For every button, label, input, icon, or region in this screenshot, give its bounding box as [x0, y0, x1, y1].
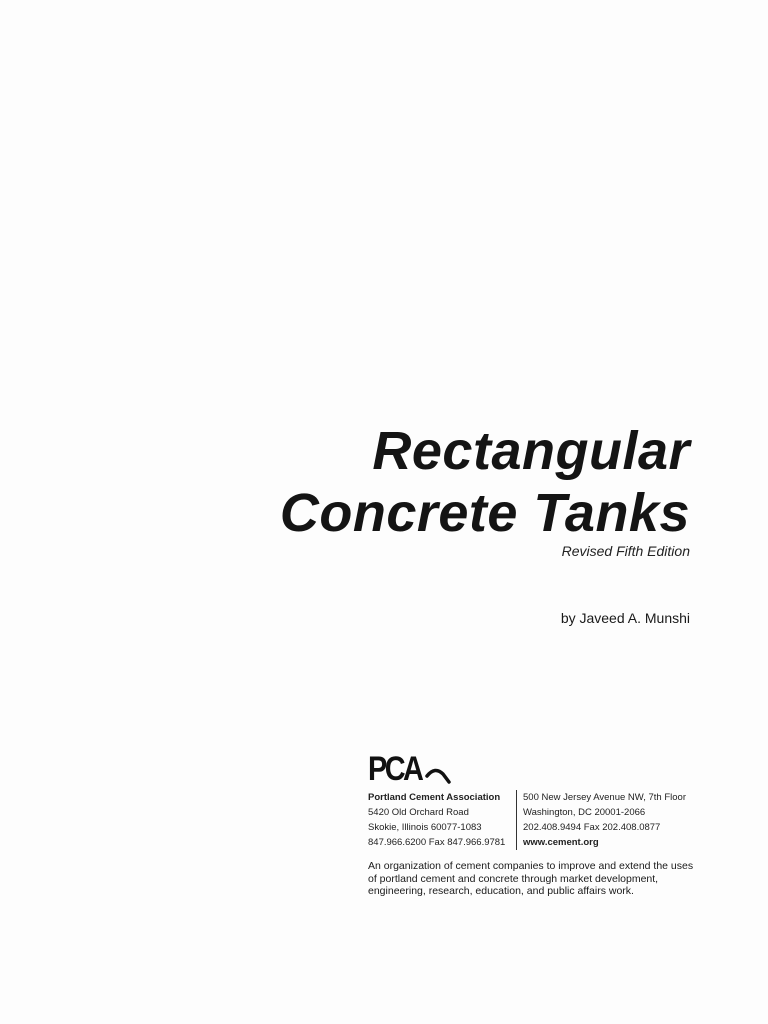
title-line-2: Concrete Tanks [279, 483, 690, 543]
dc-city: Washington, DC 20001-2066 [523, 807, 646, 818]
pca-logo-text: PCA [368, 750, 422, 788]
dc-street: 500 New Jersey Avenue NW, 7th Floor [523, 792, 686, 803]
mission-statement: An organization of cement companies to improve and extend the uses of portland cement and concrete through market development, engineering, research, education, and public affairs work. [368, 860, 694, 897]
pca-swoosh-icon [425, 762, 451, 784]
address-right-column [517, 790, 686, 850]
publisher-phone: 847.966.6200 Fax 847.966.9781 [368, 837, 506, 848]
title-line-1: Rectangular [372, 421, 690, 481]
publisher-name: Portland Cement Association [368, 792, 501, 803]
pca-logo [368, 748, 698, 786]
publisher-city: Skokie, Illinois 60077-1083 [368, 822, 482, 833]
address-left-column [368, 790, 517, 850]
dc-phone: 202.408.9494 Fax 202.408.0877 [523, 822, 661, 833]
publisher-block [368, 748, 698, 898]
publisher-website: www.cement.org [523, 837, 599, 848]
publisher-address [368, 790, 698, 850]
publisher-street: 5420 Old Orchard Road [368, 807, 469, 818]
author-byline: by Javeed A. Munshi [560, 610, 690, 626]
edition-label: Revised Fifth Edition [561, 543, 690, 559]
title-block [130, 420, 690, 560]
